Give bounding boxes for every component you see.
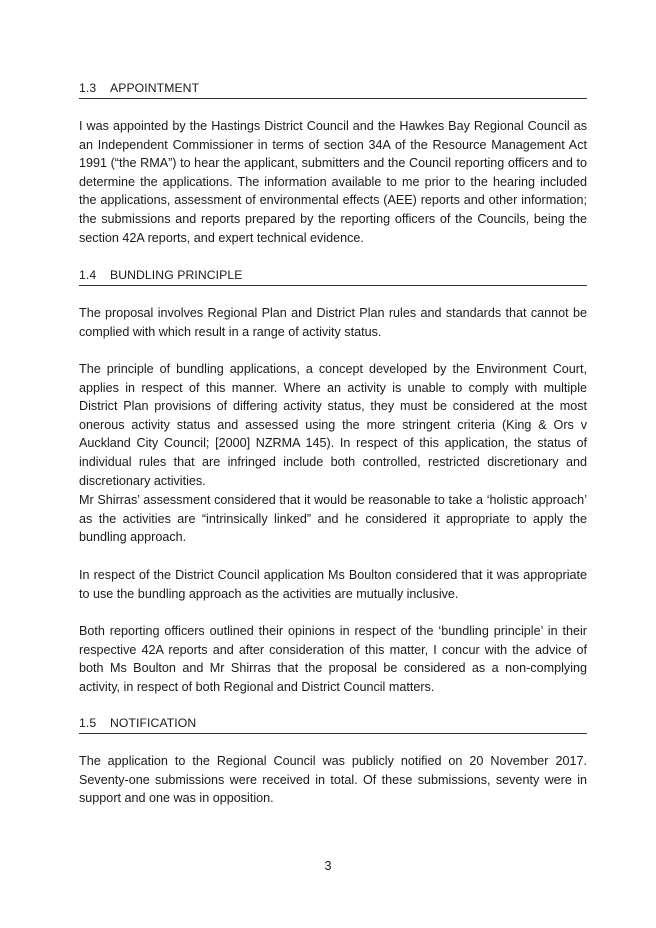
notification-paragraph: The application to the Regional Council was publicly notified on 20 November 2017. Seventy-one submissions were received in total. Of these submissions, seventy were in support and one was in opposition. — [79, 754, 587, 806]
section-title: NOTIFICATION — [110, 716, 197, 730]
bundling-paragraph-3: Mr Shirras’ assessment considered that it would be reasonable to take a ‘holistic approach’ as the activities are “intrinsically linked” and he considered it appropriate to apply the bundling approach. — [79, 493, 587, 545]
section-title: APPOINTMENT — [110, 81, 200, 95]
bundling-paragraph-5: Both reporting officers outlined their opinions in respect of the ‘bundling principle’ in their respective 42A reports and after consideration of this matter, I concur with the advice of both Ms Boulton and Mr Shirras that the proposal be considered as a non-complying activity, in respect of both Regional and District Council matters. — [79, 624, 587, 694]
bundling-paragraph-1: The proposal involves Regional Plan and District Plan rules and standards that cannot be complied with which result in a range of activity status. — [79, 306, 587, 339]
section-number: 1.4 — [79, 268, 97, 282]
appointment-paragraph: I was appointed by the Hastings District Council and the Hawkes Bay Regional Council as an Independent Commissioner in terms of section 34A of the Resource Management Act 1991 (“the RMA”) to hear the applicant, submitters and the Council reporting officers and to determine the applications. The information available to me prior to the hearing included the applications, assessment of environmental effects (AEE) reports and other information; the submissions and reports prepared by the reporting officers of the Councils, being the section 42A reports, and expert technical evidence. — [79, 119, 587, 245]
section-heading-bundling-principle — [79, 267, 587, 286]
section-number: 1.5 — [79, 716, 97, 730]
section-heading-notification — [79, 715, 587, 734]
bundling-paragraph-4: In respect of the District Council application Ms Boulton considered that it was appropriate to use the bundling approach as the activities are mutually inclusive. — [79, 568, 587, 601]
section-title: BUNDLING PRINCIPLE — [110, 268, 243, 282]
bundling-paragraph-2: The principle of bundling applications, a concept developed by the Environment Court, applies in respect of this manner. Where an activity is unable to comply with multiple District Plan provisions of differing activity status, they must be considered at the most onerous activity status and assessed using the more stringent criteria (King & Ors v Auckland City Council; [2000] NZRMA 145). In respect of this application, the status of individual rules that are infringed include both controlled, restricted discretionary and discretionary activities. — [79, 362, 587, 488]
section-number: 1.3 — [79, 81, 97, 95]
page-number: 3 — [324, 859, 332, 873]
section-heading-appointment — [79, 80, 587, 99]
